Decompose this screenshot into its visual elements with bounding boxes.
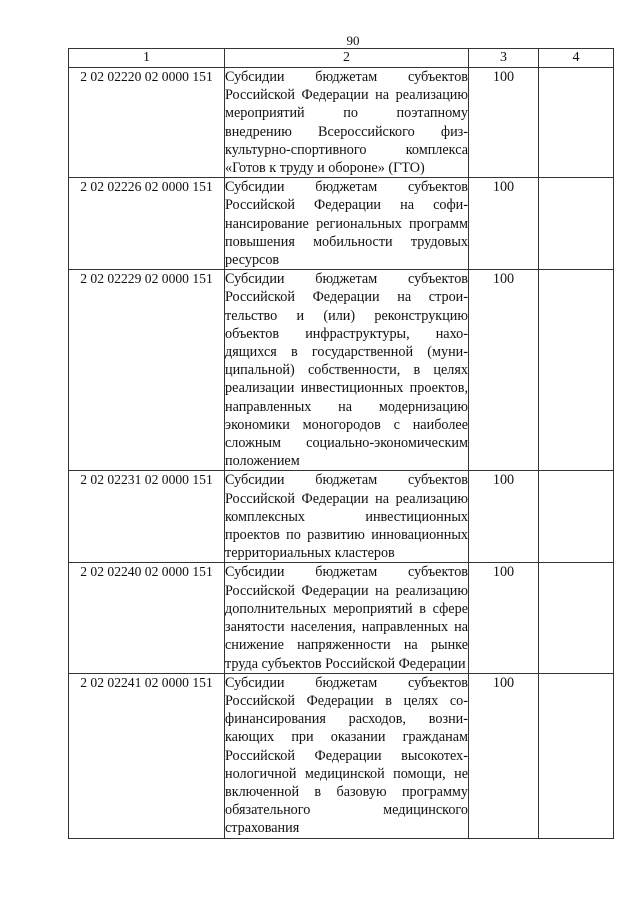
amount-cell: 100 [469,673,539,838]
budget-table [68,48,614,839]
column-4-cell [539,270,614,471]
description-cell: Субсидии бюджетам субъектов Российской Федерации на реализацию мероприятий по поэтапному внедрению Всероссийского физкультурно-спортивного комплекса «Готов к труду и обороне» (ГТО) [225,69,468,177]
budget-code-cell: 2 02 02241 02 0000 151 [69,673,225,838]
column-header-4: 4 [539,49,614,68]
amount-cell: 100 [469,270,539,471]
column-header-1: 1 [69,49,225,68]
column-4-cell [539,178,614,270]
description-cell: Субсидии бюджетам субъектов Российской Федерации на строительство и (или) реконструкцию объектов инфраструктуры, находящихся в государственной (муниципальной) собственности, в целях реализации инвестиционных проектов, направленных на модернизацию экономики моногородов с наиболее сложным социально-экономическим положением [225,271,468,470]
table-row [69,178,614,270]
column-4-cell [539,563,614,673]
column-header-2: 2 [225,49,469,68]
column-4-cell [539,471,614,563]
description-cell: Субсидии бюджетам субъектов Российской Федерации на реализацию дополнительных мероприятий в сфере занятости населения, направленных на снижение напряженности на рынке труда субъектов Российской Федерации [225,564,468,672]
column-4-cell [539,673,614,838]
table-row [69,563,614,673]
amount-cell: 100 [469,68,539,178]
budget-code-cell: 2 02 02240 02 0000 151 [69,563,225,673]
table-row [69,471,614,563]
page-number: 90 [346,33,360,48]
column-4-cell [539,68,614,178]
header-row [69,49,614,68]
amount-cell: 100 [469,471,539,563]
description-cell: Субсидии бюджетам субъектов Российской Федерации на реализацию комплексных инвестиционных проектов по развитию инновационных территориальных кластеров [225,472,468,562]
amount-cell: 100 [469,563,539,673]
table-header [69,49,614,68]
budget-code-cell: 2 02 02226 02 0000 151 [69,178,225,270]
budget-code-cell: 2 02 02229 02 0000 151 [69,270,225,471]
table-body [69,68,614,839]
table-row [69,68,614,178]
amount-cell: 100 [469,178,539,270]
description-cell: Субсидии бюджетам субъектов Российской Федерации на софинансирование региональных программ повышения мобильности трудовых ресурсов [225,179,468,269]
table-row [69,673,614,838]
column-header-3: 3 [469,49,539,68]
description-cell: Субсидии бюджетам субъектов Российской Федерации в целях софинансирования расходов, возникающих при оказании гражданам Российской Федерации высокотехнологичной медицинской помощи, не включенной в базовую программу обязательного медицинского страхования [225,674,468,837]
table-row [69,270,614,471]
budget-code-cell: 2 02 02231 02 0000 151 [69,471,225,563]
budget-code-cell: 2 02 02220 02 0000 151 [69,68,225,178]
